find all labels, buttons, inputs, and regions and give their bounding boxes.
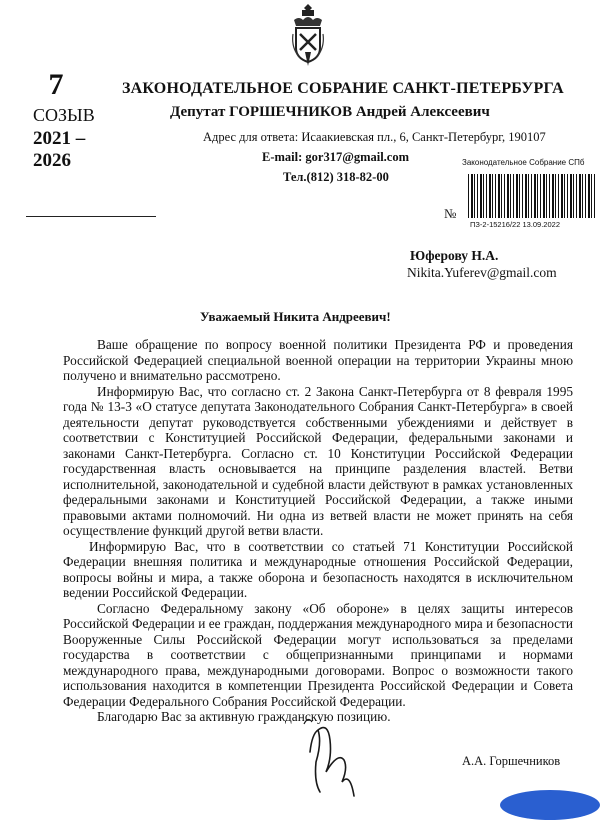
number-sign: № [444,206,457,221]
letter-body [63,337,573,725]
paragraph: Согласно Федеральному закону «Об обороне» в целях защиты интересов Российской Федерации и ее граждан, поддержания международного мира и безопасности Вооруженные Силы Российской Федерации могут использоваться за пределами государства в соответствии с общепризнанными принципами и нормами международного права, международными договорами. Вопрос о возможности такого использования находится в компетенции Президента Российской Федерации и Совета Федерации Федерального Собрания Российской Федерации. [63,600,573,709]
reply-address: Адрес для ответа: Исаакиевская пл., 6, Санкт-Петербург, 190107 [203,130,546,144]
paragraph: Благодарю Вас за активную гражданскую позицию. [97,709,391,724]
contact-email: E-mail: gor317@gmail.com [262,150,410,164]
coat-of-arms-icon [291,4,325,68]
deputy-name: Депутат ГОРШЕЧНИКОВ Андрей Алексеевич [170,104,490,120]
stamp-registration-number: ПЗ-2-15216/22 13.09.2022 [470,220,560,229]
reference-line [26,216,156,217]
recipient-email: Nikita.Yuferev@gmail.com [407,265,557,280]
convocation-number: 7 [48,68,64,101]
paragraph: Информирую Вас, что согласно ст. 2 Закона Санкт-Петербурга от 8 февраля 1995 года № 13-3 «О статусе депутата Законодательного Собрания Санкт-Петербурга» в своей деятельности депутат руководствуется собственными убеждениями и действует в соответствии с Конституцией Российской Федерации, федеральными законами и законами Санкт-Петербурга. Согласно ст. 10 Конституции Российской Федерации государственная власть основывается на принципе разделения властей. Ветви исполнительной, законодательной и судебной власти действуют в рамках установленных федеральными законами и Конституцией Российской Федерации, а также иными правовыми актами полномочий. Ни одна из ветвей власти не может принять на себя осуществление функций другой ветви власти. [63,383,573,538]
blue-mark [500,790,600,820]
registration-stamp [462,158,602,234]
paragraph: Ваше обращение по вопросу военной политики Президента РФ и проведения Российской Федерацией специальной военной операции на территории Украины мною получено и внимательно рассмотрено. [63,337,573,383]
contact-phone: Тел.(812) 318-82-00 [283,170,389,184]
paragraph: Информирую Вас, что в соответствии со статьей 71 Конституции Российской Федерации внешняя политика и международные отношения Российской Федерации, вопросы войны и мира, а также оборона и безопасность находятся в исключительном ведении Российской Федерации. [63,538,573,600]
recipient-name: Юферову Н.А. [410,248,499,263]
stamp-organization: Законодательное Собрание СПб [462,158,585,167]
signer-name: А.А. Горшечников [462,754,561,768]
assembly-name: ЗАКОНОДАТЕЛЬНОЕ СОБРАНИЕ САНКТ-ПЕТЕРБУРГА [122,80,564,97]
convocation-label: СОЗЫВ [33,105,95,125]
convocation-years: 2021 – 2026 [33,128,86,171]
signature-icon [298,712,358,798]
barcode [468,174,596,218]
salutation: Уважаемый Никита Андреевич! [200,309,391,324]
